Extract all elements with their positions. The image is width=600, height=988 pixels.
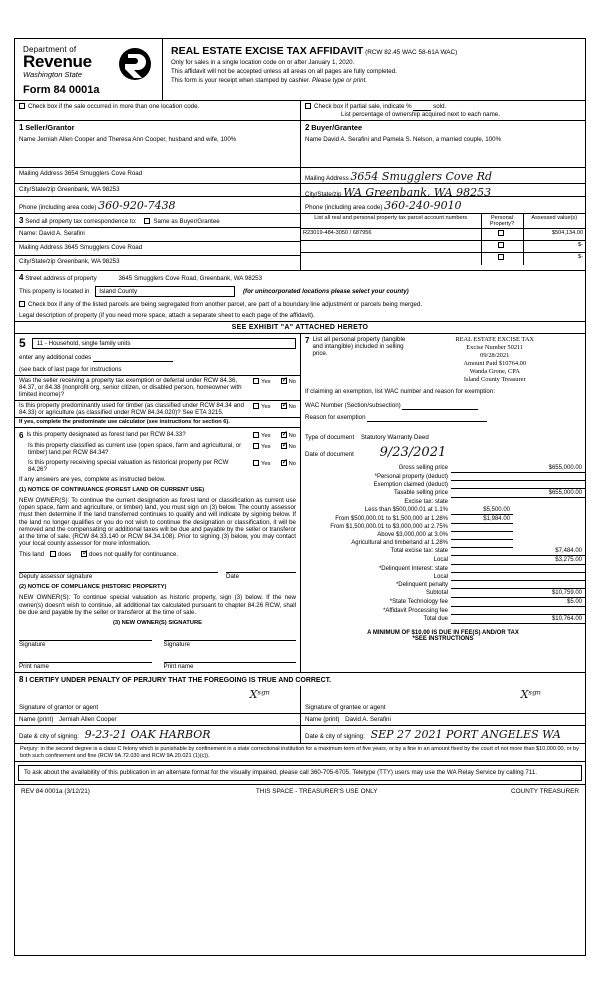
- located-note: (for unincorporated locations please select your county): [242, 288, 409, 295]
- calc-small-9: [451, 539, 513, 547]
- additional-codes-label: enter any additional codes: [19, 354, 92, 361]
- seller-phone-value: 360-920-7438: [98, 199, 176, 212]
- grantor-name-label: Name (print): [19, 716, 54, 724]
- new-owner-print1-field[interactable]: [19, 652, 152, 670]
- historic-yes[interactable]: Yes: [253, 460, 270, 467]
- county-select[interactable]: Island County: [95, 286, 235, 297]
- personal-property-list-row: [301, 334, 585, 386]
- calc-small-18: [451, 615, 513, 624]
- land-does-label: does: [57, 551, 72, 559]
- assessed-col-header: Assessed value(s): [523, 214, 585, 229]
- calc-label-3: Taxable selling price: [393, 490, 448, 496]
- buyer-number: 2: [305, 123, 310, 132]
- address-value: 3645 Smugglers Cove Road, Greenbank, WA 98253: [118, 275, 263, 282]
- calc-label-12: *Delinquent Interest: state: [378, 565, 448, 572]
- historic-no[interactable]: ✓ No: [281, 460, 296, 467]
- calc-value-0: $655,000.00: [513, 464, 585, 473]
- affidavit-form: [14, 38, 586, 956]
- calc-small-14: [451, 581, 513, 589]
- calc-value-2: [513, 481, 585, 489]
- forest-land-no[interactable]: ✓ No: [281, 432, 296, 439]
- new-owner-sig1-label: Signature: [19, 641, 46, 649]
- exemption-question-row: [15, 376, 300, 401]
- notice-continuance-body: NEW OWNER(S): To continue the current designation as forest land or classification as current use (open space, farm and agriculture, or timber) land, you must sign on (3) below. The county assessor must then determine if the land transferred continues to qualify and will indicate by signing below. If the land no longer qualifies or you do not wish to continue the designation or classification, it will be removed and the compensating or additional taxes will be due and payable by the seller or transferor at the time of sale. (RCW 84.33.140 or RCW 84.34.108). Prior to signing (3) below, you may contact your local county assessor for more information.: [19, 497, 296, 548]
- buyer-phone-value: 360-240-9010: [384, 199, 462, 212]
- document-date-field[interactable]: [301, 443, 585, 464]
- seller-phone-label: Phone (including area code): [19, 204, 97, 211]
- grantor-signature-label: Signature of grantor or agent: [19, 704, 99, 712]
- wac-number-field[interactable]: [301, 397, 585, 412]
- same-as-buyer-label: Same as Buyer/Grantee: [153, 218, 220, 225]
- personal-property-checkbox-2[interactable]: [481, 253, 523, 265]
- certification-heading-row: [15, 673, 585, 686]
- header-line-3-italic: Please type or print.: [312, 76, 368, 84]
- seller-mailing-label: Mailing Address: [19, 170, 63, 177]
- exemption-no[interactable]: ✓ No: [281, 378, 296, 385]
- section6-number: 6: [19, 431, 24, 441]
- parties-row: [15, 121, 585, 271]
- calc-value-9: [513, 539, 585, 547]
- located-label: This property is located in: [19, 288, 90, 295]
- reason-exemption-field[interactable]: [301, 412, 585, 432]
- calc-row-1: [301, 473, 585, 481]
- grantor-date-label: Date & city of signing:: [19, 733, 79, 741]
- right-column: [301, 334, 585, 672]
- form-title: REAL ESTATE EXCISE TAX AFFIDAVIT: [171, 45, 364, 57]
- seller-heading: Seller/Grantor: [25, 123, 75, 132]
- department-label: Department of: [23, 45, 77, 54]
- seller-section: [15, 121, 301, 270]
- predominate-use-row: [15, 418, 300, 428]
- form-title-citation: (RCW 82.45 WAC 58-61A WAC): [365, 49, 458, 56]
- calc-small-4: [451, 498, 513, 506]
- exemption-claim-label: If claiming an exemption, list WAC number and reason for exemption:: [305, 388, 495, 395]
- calc-small-17: [451, 607, 513, 615]
- title-block: [163, 39, 585, 100]
- seller-number: 1: [19, 123, 24, 132]
- calc-label-11: Local: [433, 557, 448, 563]
- certification-section: [15, 672, 585, 743]
- new-owner-signature-row: [15, 628, 300, 650]
- current-use-no[interactable]: ✓ No: [281, 443, 296, 450]
- calc-label-1: *Personal property (deduct): [374, 473, 448, 480]
- this-land-label: This land: [19, 551, 45, 559]
- calc-label-9: Agricultural and timberland at 1.28%: [351, 540, 448, 546]
- timber-yes[interactable]: Yes: [253, 403, 270, 410]
- calc-row-15: [301, 589, 585, 598]
- correspondence-name-label: Name:: [19, 230, 38, 237]
- seller-name-label: Name: [19, 136, 36, 143]
- calc-row-18: [301, 615, 585, 624]
- correspondence-name-value: David A. Serafini: [38, 230, 85, 237]
- calc-value-6: [513, 514, 585, 523]
- see-instructions-asterisk: *SEE INSTRUCTIONS: [412, 636, 474, 642]
- calc-row-2: [301, 481, 585, 489]
- use-code-select[interactable]: 11 - Household, single family units: [32, 338, 296, 349]
- stamp-line-3: 09/28/2021: [480, 352, 510, 359]
- lower-body: [15, 334, 585, 672]
- form-header: [15, 39, 585, 101]
- land-does-not-checkbox[interactable]: [81, 551, 87, 557]
- calc-small-5: $5,500.00: [451, 506, 513, 515]
- accessibility-notice: To ask about the availability of this publication in an alternate format for the visually impaired, please call 360-705-6705. Teletype (TTY) users may use the WA Relay Service by calling 711.: [18, 765, 582, 780]
- calc-label-15: Subtotal: [425, 590, 448, 596]
- notice-compliance-body: NEW OWNER(S): To continue special valuation as historic property, sign (3) below. If the new owner(s) doesn't wish to continue, all additional tax calculated pursuant to chapter 84.26 RCW, shall be due and payable by the seller or transferor at the time of sale.: [19, 594, 296, 616]
- correspondence-heading-row: [15, 214, 300, 228]
- grantee-signature-label: Signature of grantee or agent: [305, 704, 386, 712]
- calc-row-8: [301, 531, 585, 539]
- calc-label-16: *State Technology fee: [389, 599, 448, 605]
- notice-compliance-title: (2) NOTICE OF COMPLIANCE (HISTORIC PROPERTY): [19, 584, 167, 591]
- calc-value-16: $5.00: [513, 598, 585, 607]
- partial-sale-checkbox[interactable]: [305, 103, 311, 109]
- parcel-number-2[interactable]: [301, 253, 481, 265]
- header-line-2: This affidavit will not be accepted unless all areas on all pages are fully completed.: [171, 67, 397, 75]
- footer-right: COUNTY TREASURER: [511, 787, 579, 795]
- document-type-value: Statutory Warranty Deed: [360, 434, 429, 441]
- parcel-table: [301, 214, 585, 265]
- timber-question-row: [15, 401, 300, 418]
- certification-signatures: [15, 686, 585, 743]
- calc-small-11: [451, 556, 513, 565]
- calc-label-5: Less than $500,000.01 at 1.1%: [364, 506, 448, 513]
- calc-row-3: [301, 489, 585, 498]
- seller-citystate-field[interactable]: [15, 184, 300, 197]
- deputy-assessor-label: Deputy assessor signature: [19, 573, 93, 581]
- grantee-signature-label-row: [301, 702, 585, 714]
- see-instructions-note: (see back of last page for instructions: [15, 364, 300, 376]
- segregation-row: [15, 299, 585, 310]
- perjury-notice: Perjury: in the second degree is a class C felony which is punishable by confinement in a state correctional institution for a maximum term of five years, or by a fine in an amount fixed by the court of not more than $10,000.00, or by both such confinement and fine (RCW 9A.72.030 and RCW 9A.20.021 (1)(c)).: [15, 743, 585, 762]
- current-use-row: [15, 441, 300, 457]
- address-number: 4: [19, 273, 24, 282]
- deputy-assessor-date-label: Date: [226, 573, 240, 581]
- section7-text: List all personal property (tangible and intangible) included in selling price.: [312, 336, 406, 358]
- grantor-date-row[interactable]: [15, 726, 300, 743]
- grantor-sign-block: [15, 686, 301, 743]
- new-owner-print1-label: Print name: [19, 663, 49, 671]
- calc-label-7: From $1,500,000.01 to $3,000,000 at 2.75%: [330, 524, 448, 530]
- tax-calculation-table: [301, 464, 585, 624]
- timber-question-text: Is this property predominantly used for timber (as classified under RCW 84.34 and 84.33) or agriculture (as classified under RCW 84.34.020)? See ETA 3215.: [19, 401, 244, 416]
- legal-description-row: [15, 310, 585, 322]
- multi-location-label: Check box if the sale occurred in more than one location code.: [28, 103, 200, 110]
- calc-small-12: [451, 565, 513, 573]
- property-address-section: [15, 271, 585, 334]
- calc-value-12: [513, 565, 585, 573]
- calc-value-11: $3,275.00: [513, 556, 585, 565]
- personal-property-checkbox-1[interactable]: [481, 241, 523, 253]
- new-owner-sig2-label: Signature: [163, 641, 190, 649]
- legal-description-label: Legal description of property (if you need more space, attach a separate sheet to each page of the affidavit).: [19, 312, 315, 319]
- calc-small-16: [451, 598, 513, 607]
- additional-codes-row: [15, 352, 300, 364]
- any-yes-note: If any answers are yes, complete as instructed below.: [19, 476, 166, 484]
- grantee-date-row[interactable]: [301, 726, 585, 743]
- calc-small-6: $1,984.00: [451, 514, 513, 523]
- seller-phone-field[interactable]: [15, 197, 300, 214]
- buyer-citystate-label: City/State/zip: [305, 191, 342, 198]
- correspondence-mailing-value: 3645 Smugglers Cove Road: [64, 244, 143, 251]
- calc-row-12: [301, 565, 585, 573]
- calc-label-18: Total due: [423, 616, 448, 622]
- seller-mailing-field[interactable]: [15, 168, 300, 184]
- forest-land-text: Is this property designated as forest land per RCW 84.33?: [26, 431, 186, 439]
- correspondence-mailing-field[interactable]: [15, 242, 300, 256]
- parcel-number-0[interactable]: R23019-484-3050 / 687956: [301, 229, 481, 241]
- same-as-buyer-checkbox[interactable]: [144, 218, 150, 224]
- new-owner-print2-field[interactable]: [164, 652, 297, 670]
- seller-citystate-value: Greenbank, WA 98253: [57, 186, 120, 193]
- washington-state-label: Washington State: [23, 70, 83, 79]
- calc-row-17: [301, 607, 585, 615]
- section8-number: 8: [19, 675, 24, 685]
- reason-exemption-label: Reason for exemption: [305, 414, 366, 421]
- address-label: Street address of property: [25, 275, 97, 282]
- correspondence-mailing-label: Mailing Address: [19, 244, 63, 251]
- calc-row-16: [301, 598, 585, 607]
- calc-label-0: Gross selling price: [398, 465, 448, 472]
- personal-property-col-header: Personal Property?: [481, 214, 523, 229]
- header-line-1: Only for sales in a single location code on or after January 1, 2020.: [171, 58, 355, 66]
- calc-value-7: [513, 523, 585, 531]
- current-use-yes[interactable]: Yes: [253, 443, 270, 450]
- seller-name-field[interactable]: [15, 134, 300, 168]
- calc-value-18: $10,764.00: [513, 615, 585, 624]
- calc-label-6: From $500,000.01 to $1,500,000 at 1.28%: [335, 515, 448, 522]
- current-use-text: Is this property classified as current use (open space, farm and agricultural, or timber) land per RCW 84.34?: [28, 442, 242, 457]
- buyer-phone-label: Phone (including area code): [305, 204, 383, 211]
- calc-value-13: [513, 573, 585, 581]
- buyer-name-field[interactable]: [301, 134, 585, 168]
- footer-rev: REV 84 0001a (3/12/21): [21, 787, 90, 795]
- calc-value-8: [513, 531, 585, 539]
- correspondence-citystate-label: City/State/zip: [19, 258, 56, 265]
- correspondence-number: 3: [19, 216, 24, 225]
- calc-value-4: [513, 498, 585, 506]
- partial-sale-label: Check box if partial sale, indicate %: [314, 103, 412, 110]
- use-code-row: [15, 334, 300, 352]
- ownership-pct-note: List percentage of ownership acquired next to each name.: [341, 111, 500, 118]
- location-code-row: [15, 101, 585, 121]
- calc-label-2: Exemption claimed (deduct): [373, 481, 448, 488]
- grantor-name-row[interactable]: [15, 714, 300, 726]
- new-owner-print-row: [15, 650, 300, 672]
- calc-row-14: [301, 581, 585, 589]
- seller-citystate-label: City/State/zip: [19, 186, 56, 193]
- correspondence-name-field[interactable]: [15, 228, 300, 242]
- forest-land-yes[interactable]: Yes: [253, 432, 270, 439]
- buyer-heading: Buyer/Grantee: [311, 123, 363, 132]
- partial-sale-cell: [301, 101, 585, 120]
- table-row: [301, 241, 585, 253]
- treasurer-stamp: [408, 336, 581, 384]
- partial-sale-label-2: sold.: [433, 103, 447, 110]
- calc-label-17: *Affidavit Processing fee: [383, 607, 448, 614]
- calc-row-11: [301, 556, 585, 565]
- grantee-date-label: Date & city of signing:: [305, 733, 365, 741]
- historic-row: [15, 458, 300, 474]
- stamp-line-6: Island County Treasurer: [463, 376, 526, 383]
- new-owner-signature-title: (3) NEW OWNER(S) SIGNATURE: [112, 620, 203, 627]
- assessed-value-2: $-: [523, 253, 585, 265]
- calc-row-4: [301, 498, 585, 506]
- calc-small-7: [451, 523, 513, 531]
- calc-small-8: [451, 531, 513, 539]
- grantor-signature-label-row: [15, 702, 300, 714]
- seller-heading-row: [15, 121, 300, 134]
- seller-mailing-value: 3654 Smugglers Cove Road: [64, 170, 143, 177]
- forest-land-row: [15, 428, 300, 441]
- grantor-date-value: 9-23-21 OAK HARBOR: [84, 728, 211, 742]
- calc-label-8: Above $3,000,000 at 3.0%: [377, 532, 448, 538]
- calc-row-13: [301, 573, 585, 581]
- segregation-label: Check box if any of the listed parcels are being segregated from another parcel, are part of a boundary line adjustment or parcels being merged.: [28, 301, 423, 308]
- calc-small-3: [451, 489, 513, 498]
- calc-value-1: [513, 473, 585, 481]
- calc-label-14: *Delinquent penalty: [395, 581, 448, 588]
- use-code-number: 5: [19, 336, 26, 350]
- calc-label-13: Local: [433, 573, 448, 580]
- header-line-3: This form is your receipt when stamped by cashier.: [171, 76, 311, 84]
- buyer-name-value: David A. Serafini and Pamela S. Nelson, a married couple, 100%: [323, 136, 502, 143]
- form-number: Form 84 0001a: [23, 84, 100, 96]
- buyer-mailing-field[interactable]: [301, 168, 585, 184]
- calc-label-10: Total excise tax: state: [390, 548, 448, 555]
- revenue-label: Revenue: [23, 52, 92, 71]
- grantee-signature-field[interactable]: Xˢᵍⁿ: [520, 688, 541, 702]
- land-does-not-label: does not qualify for continuance.: [89, 551, 179, 559]
- buyer-section: [301, 121, 585, 270]
- deputy-assessor-row: [15, 560, 300, 582]
- seller-name-value: Jerniah Allen Cooper and Theresa Ann Cooper, husband and wife, 100%: [37, 136, 237, 143]
- exemption-question-text: Was the seller receiving a property tax exemption or deferral under RCW 84.36, 84.37, or 84.38 (nonprofit org, senior citizen, or disabled person, homeowner with limited income)?: [19, 377, 242, 399]
- wac-number-label: WAC Number (Section/subsection): [305, 402, 401, 409]
- notice-continuance-title: (1) NOTICE OF CONTINUANCE (FOREST LAND OR CURRENT USE): [19, 487, 205, 494]
- calc-small-1: [451, 473, 513, 481]
- calc-small-2: [451, 481, 513, 489]
- grantee-name-label: Name (print): [305, 716, 340, 724]
- parcel-col-header: List all real and personal property tax parcel account numbers: [301, 214, 481, 229]
- predominate-use-text: If yes, complete the predominate use calculator (see instructions for section 6).: [19, 419, 230, 426]
- multi-location-cell: [15, 101, 301, 120]
- calc-value-17: [513, 607, 585, 615]
- form-footer: [15, 784, 585, 798]
- stamp-line-2: Excise Number 50211: [466, 344, 524, 351]
- grantee-sign-block: [301, 686, 585, 743]
- buyer-mailing-label: Mailing Address: [305, 175, 349, 182]
- exemption-yes[interactable]: Yes: [253, 378, 270, 385]
- calc-value-14: [513, 581, 585, 589]
- buyer-name-label: Name: [305, 136, 322, 143]
- continuance-qualify-row: [15, 549, 300, 560]
- assessed-value-0: $504,134.00: [523, 229, 585, 241]
- correspondence-heading: Send all property tax correspondence to:: [25, 218, 137, 225]
- calc-row-10: [301, 547, 585, 556]
- calc-row-0: [301, 464, 585, 473]
- buyer-citystate-field[interactable]: [301, 184, 585, 197]
- parcel-number-1[interactable]: [301, 241, 481, 253]
- grantee-name-value: David A. Serafini: [345, 716, 391, 724]
- table-row: [301, 253, 585, 265]
- minimum-due-note: A MINIMUM OF $10.00 IS DUE IN FEE(S) AND/OR TAX: [367, 630, 519, 636]
- grantor-name-value: Jerniah Allen Cooper: [59, 716, 117, 724]
- calc-value-5: [513, 506, 585, 515]
- grantee-name-row[interactable]: [301, 714, 585, 726]
- timber-no[interactable]: ✓ No: [281, 403, 296, 410]
- stamp-line-5: Wanda Grone, CPA: [469, 368, 520, 375]
- calc-small-10: [451, 547, 513, 556]
- document-date-label: Date of document: [305, 451, 354, 458]
- new-owner-print2-label: Print name: [163, 663, 194, 671]
- buyer-phone-field[interactable]: [301, 197, 585, 214]
- section7-number: 7: [305, 336, 310, 345]
- exemption-claim-row: [301, 386, 585, 397]
- land-does-checkbox[interactable]: [50, 551, 56, 557]
- buyer-heading-row: [301, 121, 585, 134]
- revenue-logo-icon: [118, 47, 152, 83]
- historic-text: Is this property receiving special valuation as historical property per RCW 84.26?: [28, 458, 229, 473]
- calc-small-13: [451, 573, 513, 581]
- calc-value-3: $655,000.00: [513, 489, 585, 498]
- calc-value-10: $7,484.00: [513, 547, 585, 556]
- document-type-label: Type of document: [305, 434, 355, 441]
- stamp-line-1: REAL ESTATE EXCISE TAX: [455, 336, 535, 343]
- exhibit-note: SEE EXHIBIT "A" ATTACHED HERETO: [15, 322, 585, 334]
- calc-value-15: $10,759.00: [513, 589, 585, 598]
- table-row: [301, 229, 585, 241]
- located-in-row: [15, 284, 585, 299]
- calc-row-6: [301, 514, 585, 523]
- correspondence-citystate-field[interactable]: [15, 256, 300, 270]
- personal-property-checkbox-0[interactable]: [481, 229, 523, 241]
- grantor-signature-field[interactable]: Xˢᵍⁿ: [249, 688, 270, 702]
- certification-heading: I CERTIFY UNDER PENALTY OF PERJURY THAT THE FOREGOING IS TRUE AND CORRECT.: [25, 677, 332, 685]
- multi-location-checkbox[interactable]: [19, 103, 25, 109]
- document-date-value: 9/23/2021: [379, 445, 447, 460]
- new-owner-sig2-field[interactable]: [164, 630, 297, 648]
- assessed-value-1: $-: [523, 241, 585, 253]
- left-column: [15, 334, 301, 672]
- correspondence-citystate-value: Greenbank, WA 98253: [57, 258, 120, 265]
- calc-label-4: Excise tax: state: [404, 498, 448, 505]
- new-owner-sig1-field[interactable]: [19, 630, 152, 648]
- buyer-mailing-value: 3654 Smugglers Cove Rd: [350, 170, 493, 183]
- deputy-assessor-signature-field[interactable]: [19, 562, 218, 580]
- calc-row-5: [301, 506, 585, 515]
- footer-center: THIS SPACE - TREASURER'S USE ONLY: [255, 787, 378, 795]
- buyer-citystate-value: WA Greenbank, WA 98253: [343, 186, 492, 199]
- agency-block: [15, 39, 163, 100]
- calc-row-9: [301, 539, 585, 547]
- calc-small-0: [451, 464, 513, 473]
- grantee-date-value: SEP 27 2021 PORT ANGELES WA: [370, 728, 561, 742]
- document-type-field[interactable]: [301, 432, 585, 443]
- stamp-line-4: Amount Paid $10764.00: [463, 360, 527, 367]
- deputy-assessor-date-field[interactable]: [226, 562, 296, 580]
- segregation-checkbox[interactable]: [19, 301, 25, 307]
- address-row: [15, 271, 585, 284]
- calc-row-7: [301, 523, 585, 531]
- calc-small-15: [451, 589, 513, 598]
